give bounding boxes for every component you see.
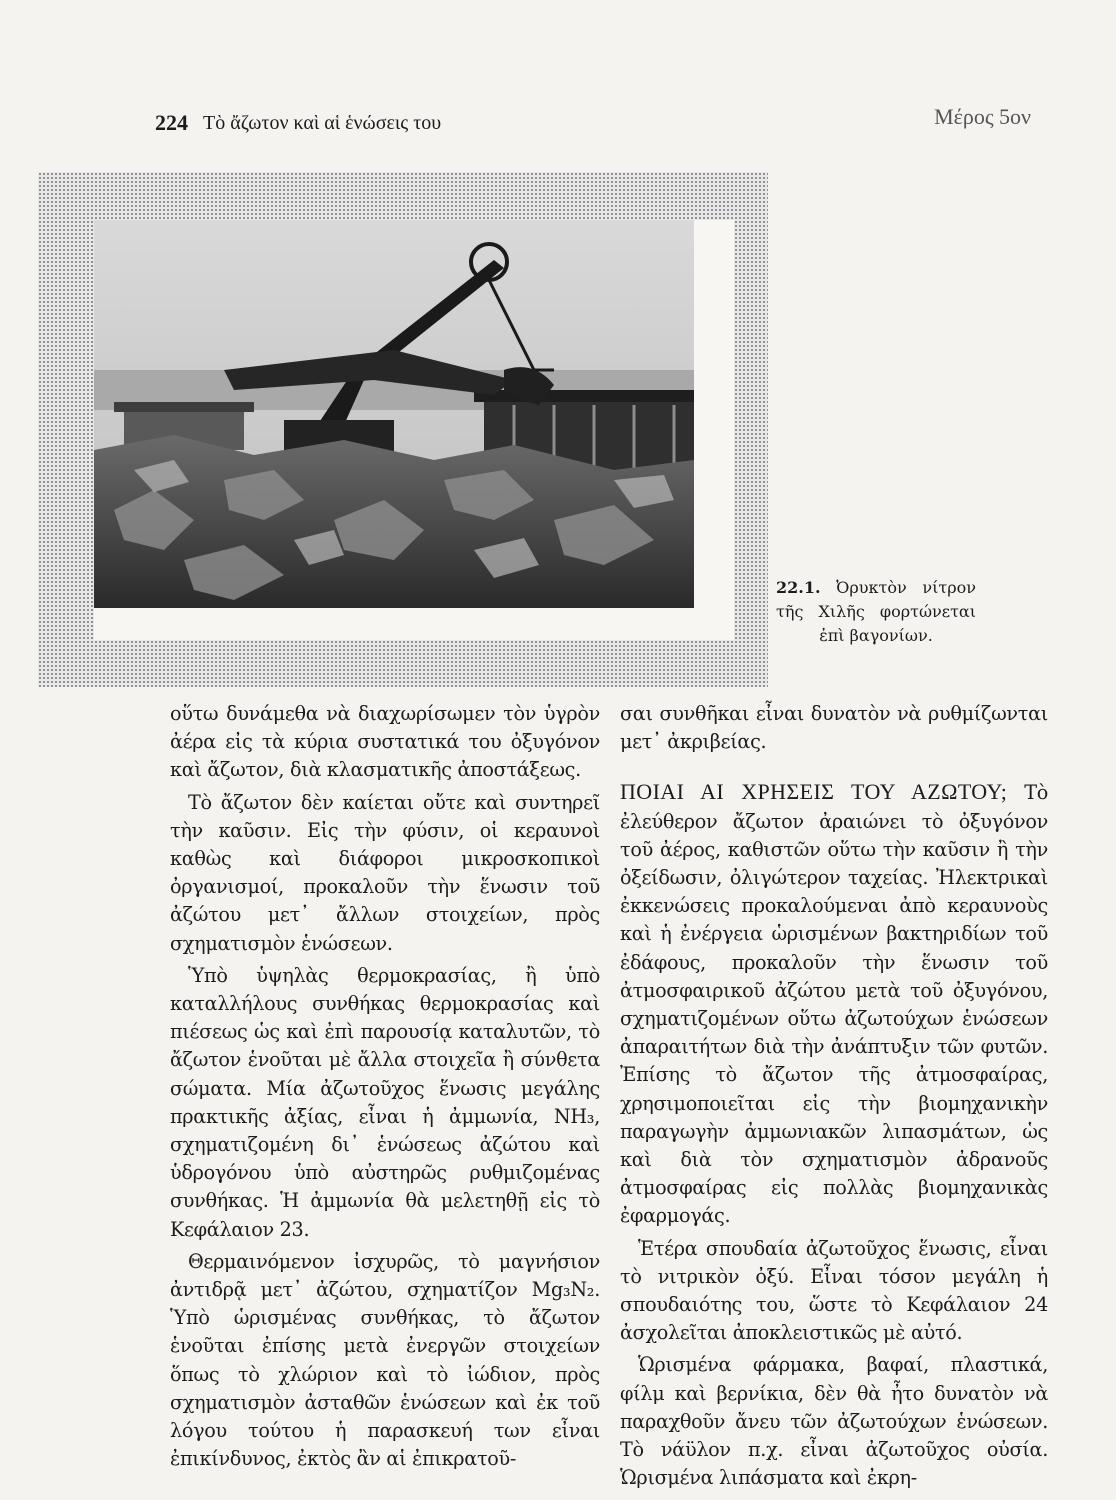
section-text: Τὸ ἐλεύθερον ἄζωτον ἀραιώνει τὸ ὀξυγόνον τοῦ ἀέρος, καθιστῶν οὕτω τὴν καῦσιν ἢ τὴν ὀξείδωσιν, ὀλιγώτερον ταχείας. Ἠλεκτρικαὶ ἐκκενώσεις προκαλούμεναι ἀπὸ κεραυνοὺς καὶ ἡ ἐνέργεια ὡρισμένων βακτηριδίων τοῦ ἐδάφους, προκαλοῦν τὴν ἕνωσιν τοῦ ἀτμοσφαιρικοῦ ἀζώτου μετὰ τοῦ ὀξυγόνου, σχηματιζομένων οὕτω ἀζωτούχων ἑνώσεων ἀπαραιτήτων διὰ τὴν ἀνάπτυξιν τῶν φυτῶν. Ἐπίσης τὸ ἄζωτον τῆς ἀτμοσφαίρας, χρησιμοποιεῖται εἰς τὴν βιομηχανικὴν παραγωγὴν ἀμμωνιακῶν λιπασμάτων, ὡς καὶ διὰ τὸν σχηματισμὸν ἀδρανοῦς ἀτμοσφαίρας εἰς πολλὰς βιομηχανικὰς ἐφαρμογάς. [620, 781, 1048, 1228]
photo-nitrate-loading [94, 220, 694, 608]
paragraph: οὕτω δυνάμεθα νὰ διαχωρίσωμεν τὸν ὑγρὸν ἀέρα εἰς τὰ κύρια συστατικά του ὀξυγόνον καὶ ἄζωτον, διὰ κλασματικῆς ἀποστάξεως. [170, 702, 600, 782]
paragraph: Ὡρισμένα φάρμακα, βαφαί, πλαστικά, φίλμ καὶ βερνίκια, δὲν θὰ ἦτο δυνατὸν νὰ παραχθοῦν ἄνευ τῶν ἀζωτούχων ἑνώσεων. Τὸ νάϋλον π.χ. εἶναι ἀζωτοῦχος οὐσία. Ὡρισμένα λιπάσματα καὶ ἐκρη- [620, 1353, 1048, 1490]
section-heading: ΠΟΙΑΙ ΑΙ ΧΡΗΣΕΙΣ ΤΟΥ ΑΖΩΤΟΥ; [620, 779, 1008, 805]
right-column [620, 700, 1048, 1492]
caption-number: 22.1. [776, 578, 821, 597]
running-title: Τὸ ἄζωτον καὶ αἱ ἑνώσεις του [203, 112, 442, 134]
caption-text: Ὀρυκτὸν νίτρον τῆς Χιλῆς φορτώνεται ἐπὶ βαγονίων. [776, 578, 976, 645]
page-number: 224 [155, 110, 188, 135]
paragraph: Ἑτέρα σπουδαία ἀζωτοῦχος ἕνωσις, εἶναι τὸ νιτρικὸν ὀξύ. Εἶναι τόσον μεγάλη ἡ σπουδαιότης του, ὥστε τὸ Κεφάλαιον 24 ἀσχολεῖται ἀποκλειστικῶς μὲ αὐτό. [620, 1236, 1048, 1345]
part-label: Μέρος 5ον [934, 104, 1031, 129]
paragraph: Τὸ ἄζωτον δὲν καίεται οὔτε καὶ συντηρεῖ τὴν καῦσιν. Εἰς τὴν φύσιν, οἱ κεραυνοὶ καθὼς καὶ διάφοροι μικροσκοπικοὶ ὀργανισμοί, προκαλοῦν τὴν ἕνωσιν τοῦ ἀζώτου μετ᾽ ἄλλων στοιχείων, πρὸς σχηματισμὸν ἑνώσεων. [170, 790, 600, 955]
section-paragraph [620, 778, 1048, 1230]
figure-frame [38, 172, 768, 687]
left-column [170, 700, 600, 1473]
page-header [155, 104, 1045, 144]
figure-card [94, 220, 734, 640]
paragraph: Ὑπὸ ὑψηλὰς θερμοκρασίας, ἢ ὑπὸ καταλλήλους συνθήκας θερμοκρασίας καὶ πιέσεως ὡς καὶ ἐπὶ παρουσίᾳ καταλυτῶν, τὸ ἄζωτον ἑνοῦται μὲ ἄλλα στοιχεῖα ἢ σύνθετα σώματα. Μία ἀζωτοῦχος ἕνωσις μεγάλης πρακτικῆς ἀξίας, εἶναι ἡ ἀμμωνία, NH₃, σχηματιζομένη δι᾽ ἑνώσεως ἀζώτου καὶ ὑδρογόνου ὑπὸ αὐστηρῶς ρυθμιζομένας συνθήκας. Ἡ ἀμμωνία θὰ μελετηθῇ εἰς τὸ Κεφάλαιον 23. [170, 963, 600, 1241]
paragraph: σαι συνθῆκαι εἶναι δυνατὸν νὰ ρυθμίζωνται μετ᾽ ἀκριβείας. [620, 702, 1048, 754]
paragraph: Θερμαινόμενον ἰσχυρῶς, τὸ μαγνήσιον ἀντιδρᾷ μετ᾽ ἀζώτου, σχηματίζον Mg₃N₂. Ὑπὸ ὡρισμένας συνθήκας, τὸ ἄζωτον ἑνοῦται ἐπίσης μετὰ ἐνεργῶν στοιχείων ὅπως τὸ χλώριον καὶ τὸ ἰώδιον, πρὸς σχηματισμὸν ἀσταθῶν ἑνώσεων καὶ ἐκ τοῦ λόγου τούτου ἡ παρασκευή των εἶναι ἐπικίνδυνος, ἐκτὸς ἂν αἱ ἐπικρατοῦ- [170, 1249, 600, 1471]
figure-caption [776, 576, 976, 648]
